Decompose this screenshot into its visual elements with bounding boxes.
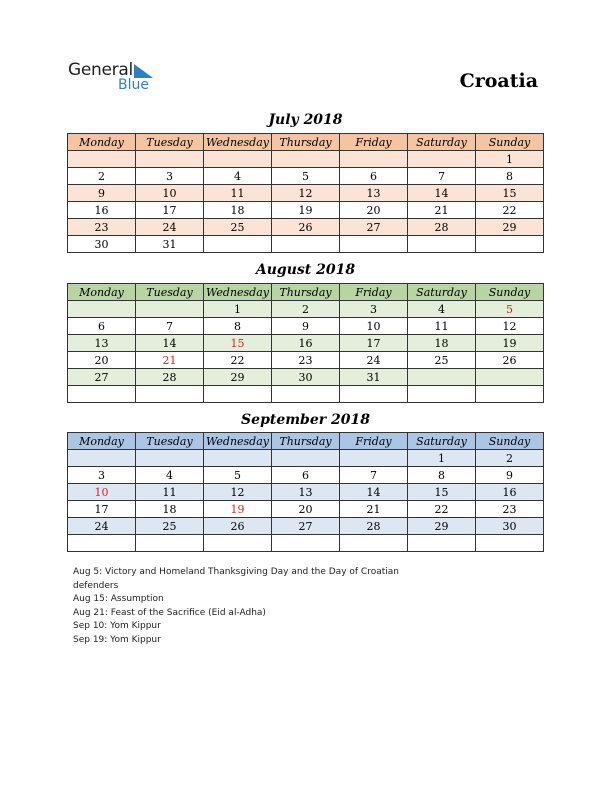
day-cell: 14 (136, 335, 204, 352)
day-cell: 16 (68, 202, 136, 219)
day-cell (476, 236, 544, 253)
day-cell (476, 535, 544, 552)
week-row (68, 535, 544, 552)
day-cell: 7 (136, 318, 204, 335)
day-cell: 3 (340, 301, 408, 318)
month-title-september: September 2018 (241, 412, 370, 428)
day-cell: 24 (68, 518, 136, 535)
week-row (68, 352, 544, 369)
day-cell (272, 236, 340, 253)
weekday-header-thursday: Thursday (272, 284, 340, 301)
logo (68, 60, 168, 96)
day-cell (340, 236, 408, 253)
day-cell: 27 (68, 369, 136, 386)
day-cell: 15 (204, 335, 272, 352)
month-title-july: July 2018 (268, 112, 343, 128)
day-cell: 8 (204, 318, 272, 335)
day-cell (272, 535, 340, 552)
weekday-header-saturday: Saturday (408, 433, 476, 450)
day-cell: 5 (272, 168, 340, 185)
day-cell (136, 450, 204, 467)
day-cell: 9 (476, 467, 544, 484)
weekday-header-sunday: Sunday (476, 134, 544, 151)
weekday-header-wednesday: Wednesday (204, 284, 272, 301)
day-cell: 16 (476, 484, 544, 501)
week-row (68, 518, 544, 535)
day-cell: 5 (476, 301, 544, 318)
country-title: Croatia (459, 70, 538, 92)
day-cell (68, 386, 136, 403)
day-cell: 19 (476, 335, 544, 352)
day-cell: 30 (272, 369, 340, 386)
day-cell: 24 (136, 219, 204, 236)
weekday-header-sunday: Sunday (476, 284, 544, 301)
day-cell: 28 (408, 219, 476, 236)
day-cell: 13 (340, 185, 408, 202)
day-cell: 14 (340, 484, 408, 501)
day-cell: 25 (136, 518, 204, 535)
weekday-header-friday: Friday (340, 433, 408, 450)
week-row (68, 386, 544, 403)
day-cell (136, 151, 204, 168)
day-cell: 11 (136, 484, 204, 501)
day-cell: 8 (476, 168, 544, 185)
day-cell: 2 (68, 168, 136, 185)
day-cell: 27 (340, 219, 408, 236)
day-cell (408, 535, 476, 552)
weekday-header-saturday: Saturday (408, 134, 476, 151)
day-cell: 16 (272, 335, 340, 352)
day-cell (340, 450, 408, 467)
weekday-header-monday: Monday (68, 433, 136, 450)
weekday-header-row (68, 433, 544, 450)
day-cell: 22 (476, 202, 544, 219)
day-cell: 2 (272, 301, 340, 318)
week-row (68, 484, 544, 501)
week-row (68, 236, 544, 253)
day-cell: 9 (272, 318, 340, 335)
logo-general-text: General (68, 60, 133, 80)
day-cell: 22 (204, 352, 272, 369)
calendar-august (67, 283, 544, 403)
weekday-header-thursday: Thursday (272, 433, 340, 450)
weekday-header-sunday: Sunday (476, 433, 544, 450)
day-cell: 18 (204, 202, 272, 219)
day-cell: 5 (204, 467, 272, 484)
weekday-header-monday: Monday (68, 284, 136, 301)
day-cell: 26 (204, 518, 272, 535)
day-cell: 4 (136, 467, 204, 484)
day-cell: 17 (340, 335, 408, 352)
month-title-august: August 2018 (255, 262, 356, 278)
week-row (68, 501, 544, 518)
weekday-header-tuesday: Tuesday (136, 284, 204, 301)
day-cell: 12 (272, 185, 340, 202)
weekday-header-tuesday: Tuesday (136, 433, 204, 450)
day-cell: 3 (136, 168, 204, 185)
day-cell: 22 (408, 501, 476, 518)
day-cell: 17 (136, 202, 204, 219)
weekday-header-wednesday: Wednesday (204, 134, 272, 151)
day-cell: 10 (68, 484, 136, 501)
day-cell: 6 (272, 467, 340, 484)
day-cell: 21 (136, 352, 204, 369)
week-row (68, 168, 544, 185)
day-cell (204, 236, 272, 253)
day-cell (272, 450, 340, 467)
day-cell: 31 (136, 236, 204, 253)
day-cell (476, 369, 544, 386)
day-cell: 12 (204, 484, 272, 501)
weekday-header-thursday: Thursday (272, 134, 340, 151)
day-cell: 8 (408, 467, 476, 484)
week-row (68, 151, 544, 168)
week-row (68, 450, 544, 467)
week-row (68, 369, 544, 386)
week-row (68, 202, 544, 219)
day-cell: 11 (204, 185, 272, 202)
day-cell: 26 (476, 352, 544, 369)
day-cell: 1 (476, 151, 544, 168)
day-cell: 4 (408, 301, 476, 318)
day-cell: 17 (68, 501, 136, 518)
day-cell: 2 (476, 450, 544, 467)
day-cell (204, 151, 272, 168)
day-cell: 21 (408, 202, 476, 219)
day-cell: 27 (272, 518, 340, 535)
logo-triangle-icon (134, 62, 154, 78)
day-cell: 30 (68, 236, 136, 253)
day-cell (408, 369, 476, 386)
day-cell: 10 (136, 185, 204, 202)
day-cell: 6 (340, 168, 408, 185)
day-cell: 4 (204, 168, 272, 185)
day-cell: 12 (476, 318, 544, 335)
day-cell: 9 (68, 185, 136, 202)
day-cell (408, 236, 476, 253)
day-cell: 3 (68, 467, 136, 484)
weekday-header-friday: Friday (340, 134, 408, 151)
day-cell (136, 535, 204, 552)
holiday-note: Aug 21: Feast of the Sacrifice (Eid al-Adha) (73, 607, 266, 618)
day-cell: 23 (476, 501, 544, 518)
holiday-note: Aug 15: Assumption (73, 594, 164, 604)
day-cell (204, 535, 272, 552)
week-row (68, 335, 544, 352)
day-cell: 24 (340, 352, 408, 369)
day-cell: 1 (408, 450, 476, 467)
day-cell (408, 386, 476, 403)
day-cell: 28 (340, 518, 408, 535)
day-cell: 30 (476, 518, 544, 535)
day-cell: 25 (204, 219, 272, 236)
day-cell: 29 (408, 518, 476, 535)
week-row (68, 219, 544, 236)
week-row (68, 301, 544, 318)
day-cell: 20 (68, 352, 136, 369)
day-cell (68, 450, 136, 467)
weekday-header-row (68, 284, 544, 301)
day-cell (408, 151, 476, 168)
week-row (68, 467, 544, 484)
logo-blue-text: Blue (118, 77, 149, 93)
day-cell: 15 (476, 185, 544, 202)
holiday-notes (73, 566, 413, 647)
day-cell (272, 386, 340, 403)
day-cell: 29 (204, 369, 272, 386)
day-cell (204, 450, 272, 467)
day-cell: 14 (408, 185, 476, 202)
day-cell: 10 (340, 318, 408, 335)
day-cell (136, 386, 204, 403)
day-cell (136, 301, 204, 318)
day-cell (68, 301, 136, 318)
weekday-header-wednesday: Wednesday (204, 433, 272, 450)
day-cell (68, 151, 136, 168)
day-cell: 20 (272, 501, 340, 518)
day-cell: 19 (204, 501, 272, 518)
day-cell: 23 (272, 352, 340, 369)
day-cell: 28 (136, 369, 204, 386)
day-cell: 31 (340, 369, 408, 386)
day-cell: 18 (408, 335, 476, 352)
day-cell: 20 (340, 202, 408, 219)
day-cell: 1 (204, 301, 272, 318)
day-cell: 25 (408, 352, 476, 369)
day-cell (68, 535, 136, 552)
week-row (68, 185, 544, 202)
day-cell: 23 (68, 219, 136, 236)
day-cell: 18 (136, 501, 204, 518)
weekday-header-tuesday: Tuesday (136, 134, 204, 151)
day-cell (476, 386, 544, 403)
day-cell (204, 386, 272, 403)
day-cell: 13 (68, 335, 136, 352)
day-cell: 21 (340, 501, 408, 518)
holiday-note: Sep 19: Yom Kippur (73, 634, 161, 645)
weekday-header-monday: Monday (68, 134, 136, 151)
calendar-september (67, 432, 544, 552)
day-cell: 29 (476, 219, 544, 236)
day-cell: 11 (408, 318, 476, 335)
day-cell: 6 (68, 318, 136, 335)
holiday-note: Aug 5: Victory and Homeland Thanksgiving Day and the Day of Croatian defenders (73, 567, 399, 591)
day-cell (340, 535, 408, 552)
week-row (68, 318, 544, 335)
day-cell: 15 (408, 484, 476, 501)
weekday-header-row (68, 134, 544, 151)
day-cell: 19 (272, 202, 340, 219)
calendar-july (67, 133, 544, 253)
day-cell: 13 (272, 484, 340, 501)
day-cell: 7 (408, 168, 476, 185)
day-cell (340, 386, 408, 403)
day-cell: 26 (272, 219, 340, 236)
day-cell (340, 151, 408, 168)
weekday-header-friday: Friday (340, 284, 408, 301)
weekday-header-saturday: Saturday (408, 284, 476, 301)
holiday-note: Sep 10: Yom Kippur (73, 621, 161, 631)
day-cell: 7 (340, 467, 408, 484)
day-cell (272, 151, 340, 168)
